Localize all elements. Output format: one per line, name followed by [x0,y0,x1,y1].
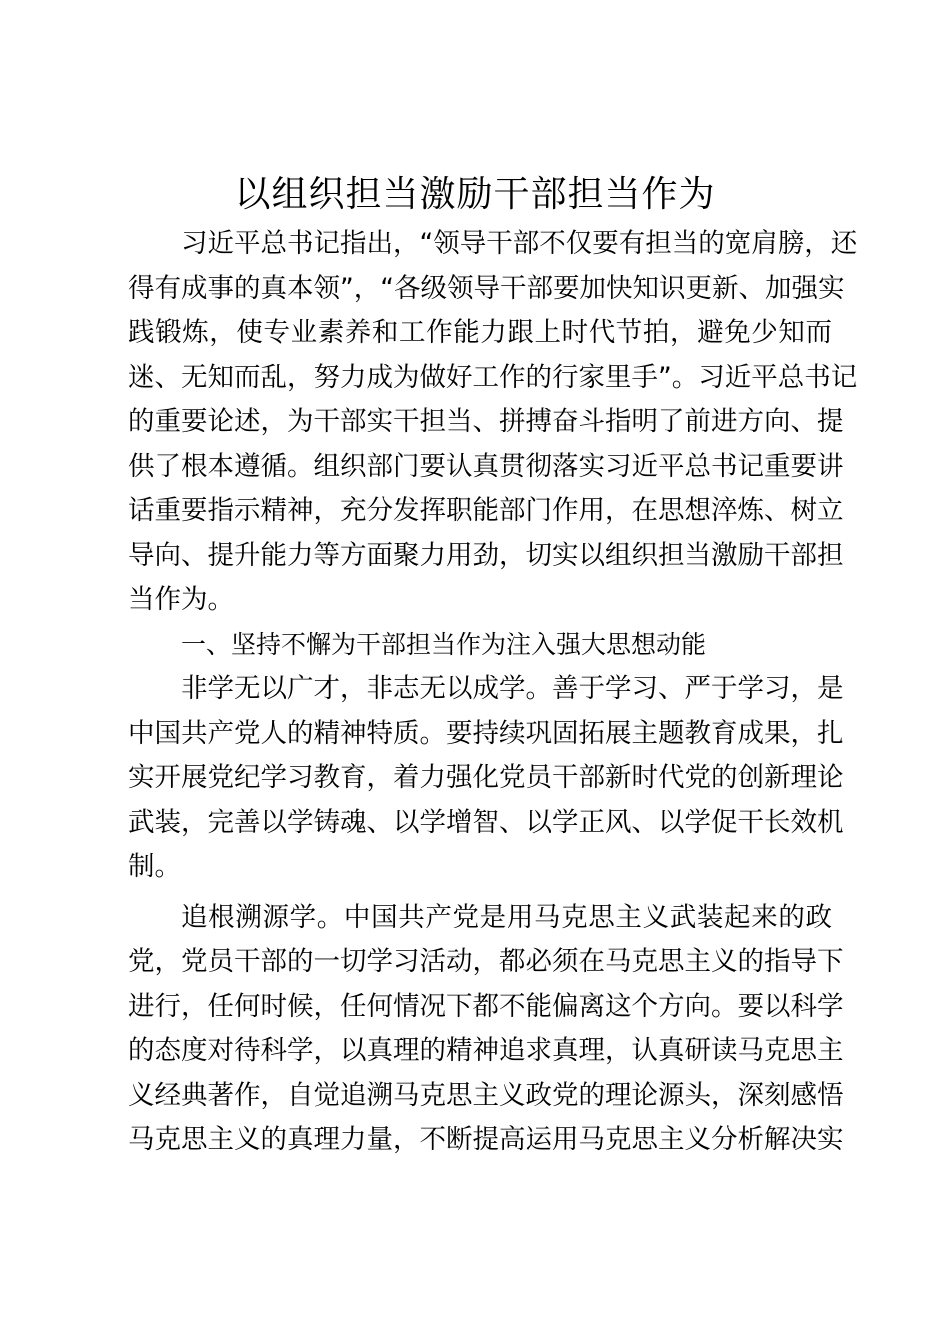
text-line: 武装，完善以学铸魂、以学增智、以学正风、以学促干长效机 [128,806,844,838]
text-line: 导向、提升能力等方面聚力用劲，切实以组织担当激励干部担 [128,539,844,571]
text-line: 的态度对待科学，以真理的精神追求真理，认真研读马克思主 [128,1035,844,1066]
text-line: 制。 [128,851,181,882]
text-line: 迷、无知而乱，努力成为做好工作的行家里手”。习近平总书记 [128,361,858,393]
document-title: 以组织担当激励干部担当作为 [234,174,716,215]
text-line: 党，党员干部的一切学习活动，都必须在马克思主义的指导下 [128,946,844,977]
text-line: 非学无以广才，非志无以成学。善于学习、严于学习，是 [181,673,844,704]
heading-line: 一、坚持不懈为干部担当作为注入强大思想动能 [181,629,707,659]
document-body [128,222,858,1163]
text-line: 习近平总书记指出，“领导干部不仅要有担当的宽肩膀，还 [181,228,858,259]
paragraph-intro [128,222,858,623]
text-line: 进行，任何时候，任何情况下都不能偏离这个方向。要以科学 [128,990,844,1022]
text-line: 追根溯源学。中国共产党是用马克思主义武装起来的政 [181,901,832,933]
text-line: 的重要论述，为干部实干担当、拼搏奋斗指明了前进方向、提 [128,406,844,437]
paragraph-study [128,667,844,890]
text-line: 义经典著作，自觉追溯马克思主义政党的理论源头，深刻感悟 [128,1079,844,1111]
text-line: 践锻炼，使专业素养和工作能力跟上时代节拍，避免少知而 [128,317,832,348]
text-line: 实开展党纪学习教育，着力强化党员干部新时代党的创新理论 [128,762,844,793]
text-line: 中国共产党人的精神特质。要持续巩固拓展主题教育成果，扎 [128,717,844,749]
text-line: 得有成事的真本领”，“各级领导干部要加快知识更新、加强实 [128,272,845,304]
text-line: 供了根本遵循。组织部门要认真贯彻落实习近平总书记重要讲 [128,450,844,482]
text-line: 马克思主义的真理力量，不断提高运用马克思主义分析解决实 [128,1124,844,1155]
text-line: 话重要指示精神，充分发挥职能部门作用，在思想淬炼、树立 [128,495,844,526]
text-line: 当作为。 [128,584,234,615]
paragraph-trace-origin [128,896,844,1163]
section-heading [128,623,832,668]
